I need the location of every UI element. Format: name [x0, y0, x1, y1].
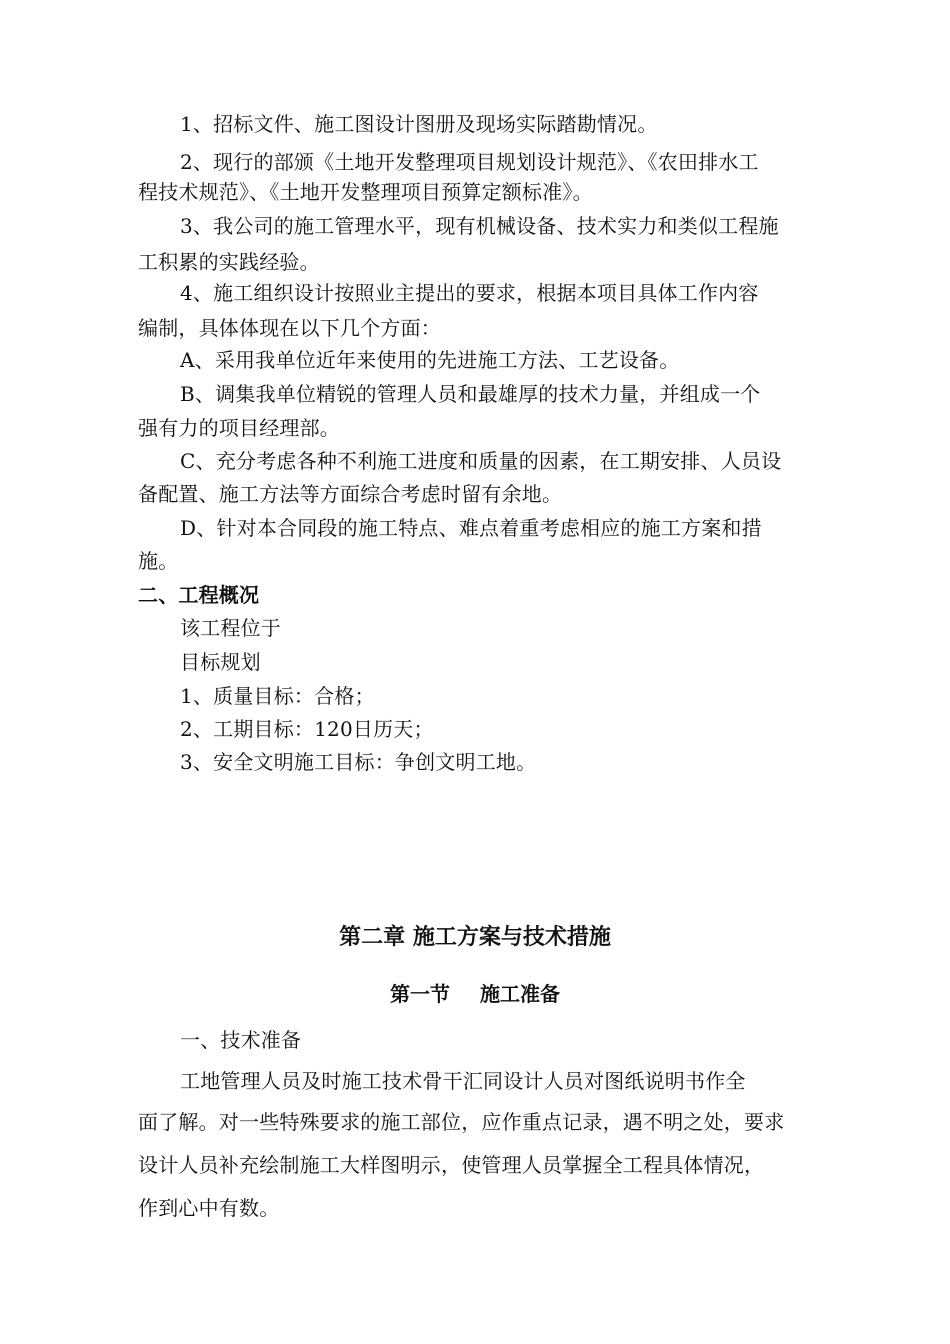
basis-item-d-line-2: 施。 [138, 549, 179, 573]
basis-item-2-line-1: 2、现行的部颁《土地开发整理项目规划设计规范》、《农田排水工 [180, 150, 759, 174]
basis-item-c-line-2: 备配置、施工方法等方面综合考虑时留有余地。 [138, 482, 563, 506]
basis-item-2-line-2: 程技术规范》、《土地开发整理项目预算定额标准》。 [138, 180, 593, 204]
basis-item-a: A、采用我单位近年来使用的先进施工方法、工艺设备。 [180, 348, 680, 372]
basis-item-b-line-1: B、调集我单位精锐的管理人员和最雄厚的技术力量，并组成一个 [180, 382, 761, 406]
overview-heading: 二、工程概况 [138, 583, 260, 607]
basis-item-d-line-1: D、针对本合同段的施工特点、难点着重考虑相应的施工方案和措 [180, 516, 762, 540]
basis-item-4-line-1: 4、施工组织设计按照业主提出的要求，根据本项目具体工作内容 [180, 281, 759, 305]
goal-quality: 1、质量目标：合格； [180, 684, 375, 708]
section-title [0, 981, 950, 1007]
section-name: 施工准备 [480, 982, 560, 1006]
section-number: 第一节 [390, 982, 450, 1006]
basis-item-1: 1、招标文件、施工图设计图册及现场实际踏勘情况。 [180, 112, 658, 136]
basis-item-3-line-2: 工积累的实践经验。 [138, 250, 320, 274]
chapter-title: 第二章 施工方案与技术措施 [339, 925, 611, 950]
tech-prep-para-line-4: 作到心中有数。 [138, 1196, 280, 1220]
tech-prep-para-line-2: 面了解。对一些特殊要求的施工部位，应作重点记录，遇不明之处，要求 [138, 1110, 785, 1134]
overview-location: 该工程位于 [180, 616, 281, 640]
goal-schedule: 2、工期目标：120日历天； [180, 717, 434, 741]
tech-prep-para-line-3: 设计人员补充绘制施工大样图明示，使管理人员掌握全工程具体情况， [138, 1153, 765, 1177]
basis-item-4-line-2: 编制，具体体现在以下几个方面： [138, 316, 441, 340]
goal-safety: 3、安全文明施工目标：争创文明工地。 [180, 750, 537, 774]
tech-prep-para-line-1: 工地管理人员及时施工技术骨干汇同设计人员对图纸说明书作全 [180, 1069, 746, 1093]
basis-item-3-line-1: 3、我公司的施工管理水平，现有机械设备、技术实力和类似工程施 [180, 214, 779, 238]
subsection-technical-prep: 一、技术准备 [180, 1028, 302, 1052]
target-heading: 目标规划 [180, 650, 261, 674]
basis-item-b-line-2: 强有力的项目经理部。 [138, 416, 340, 440]
basis-item-c-line-1: C、充分考虑各种不利施工进度和质量的因素，在工期安排、人员设 [180, 449, 782, 473]
